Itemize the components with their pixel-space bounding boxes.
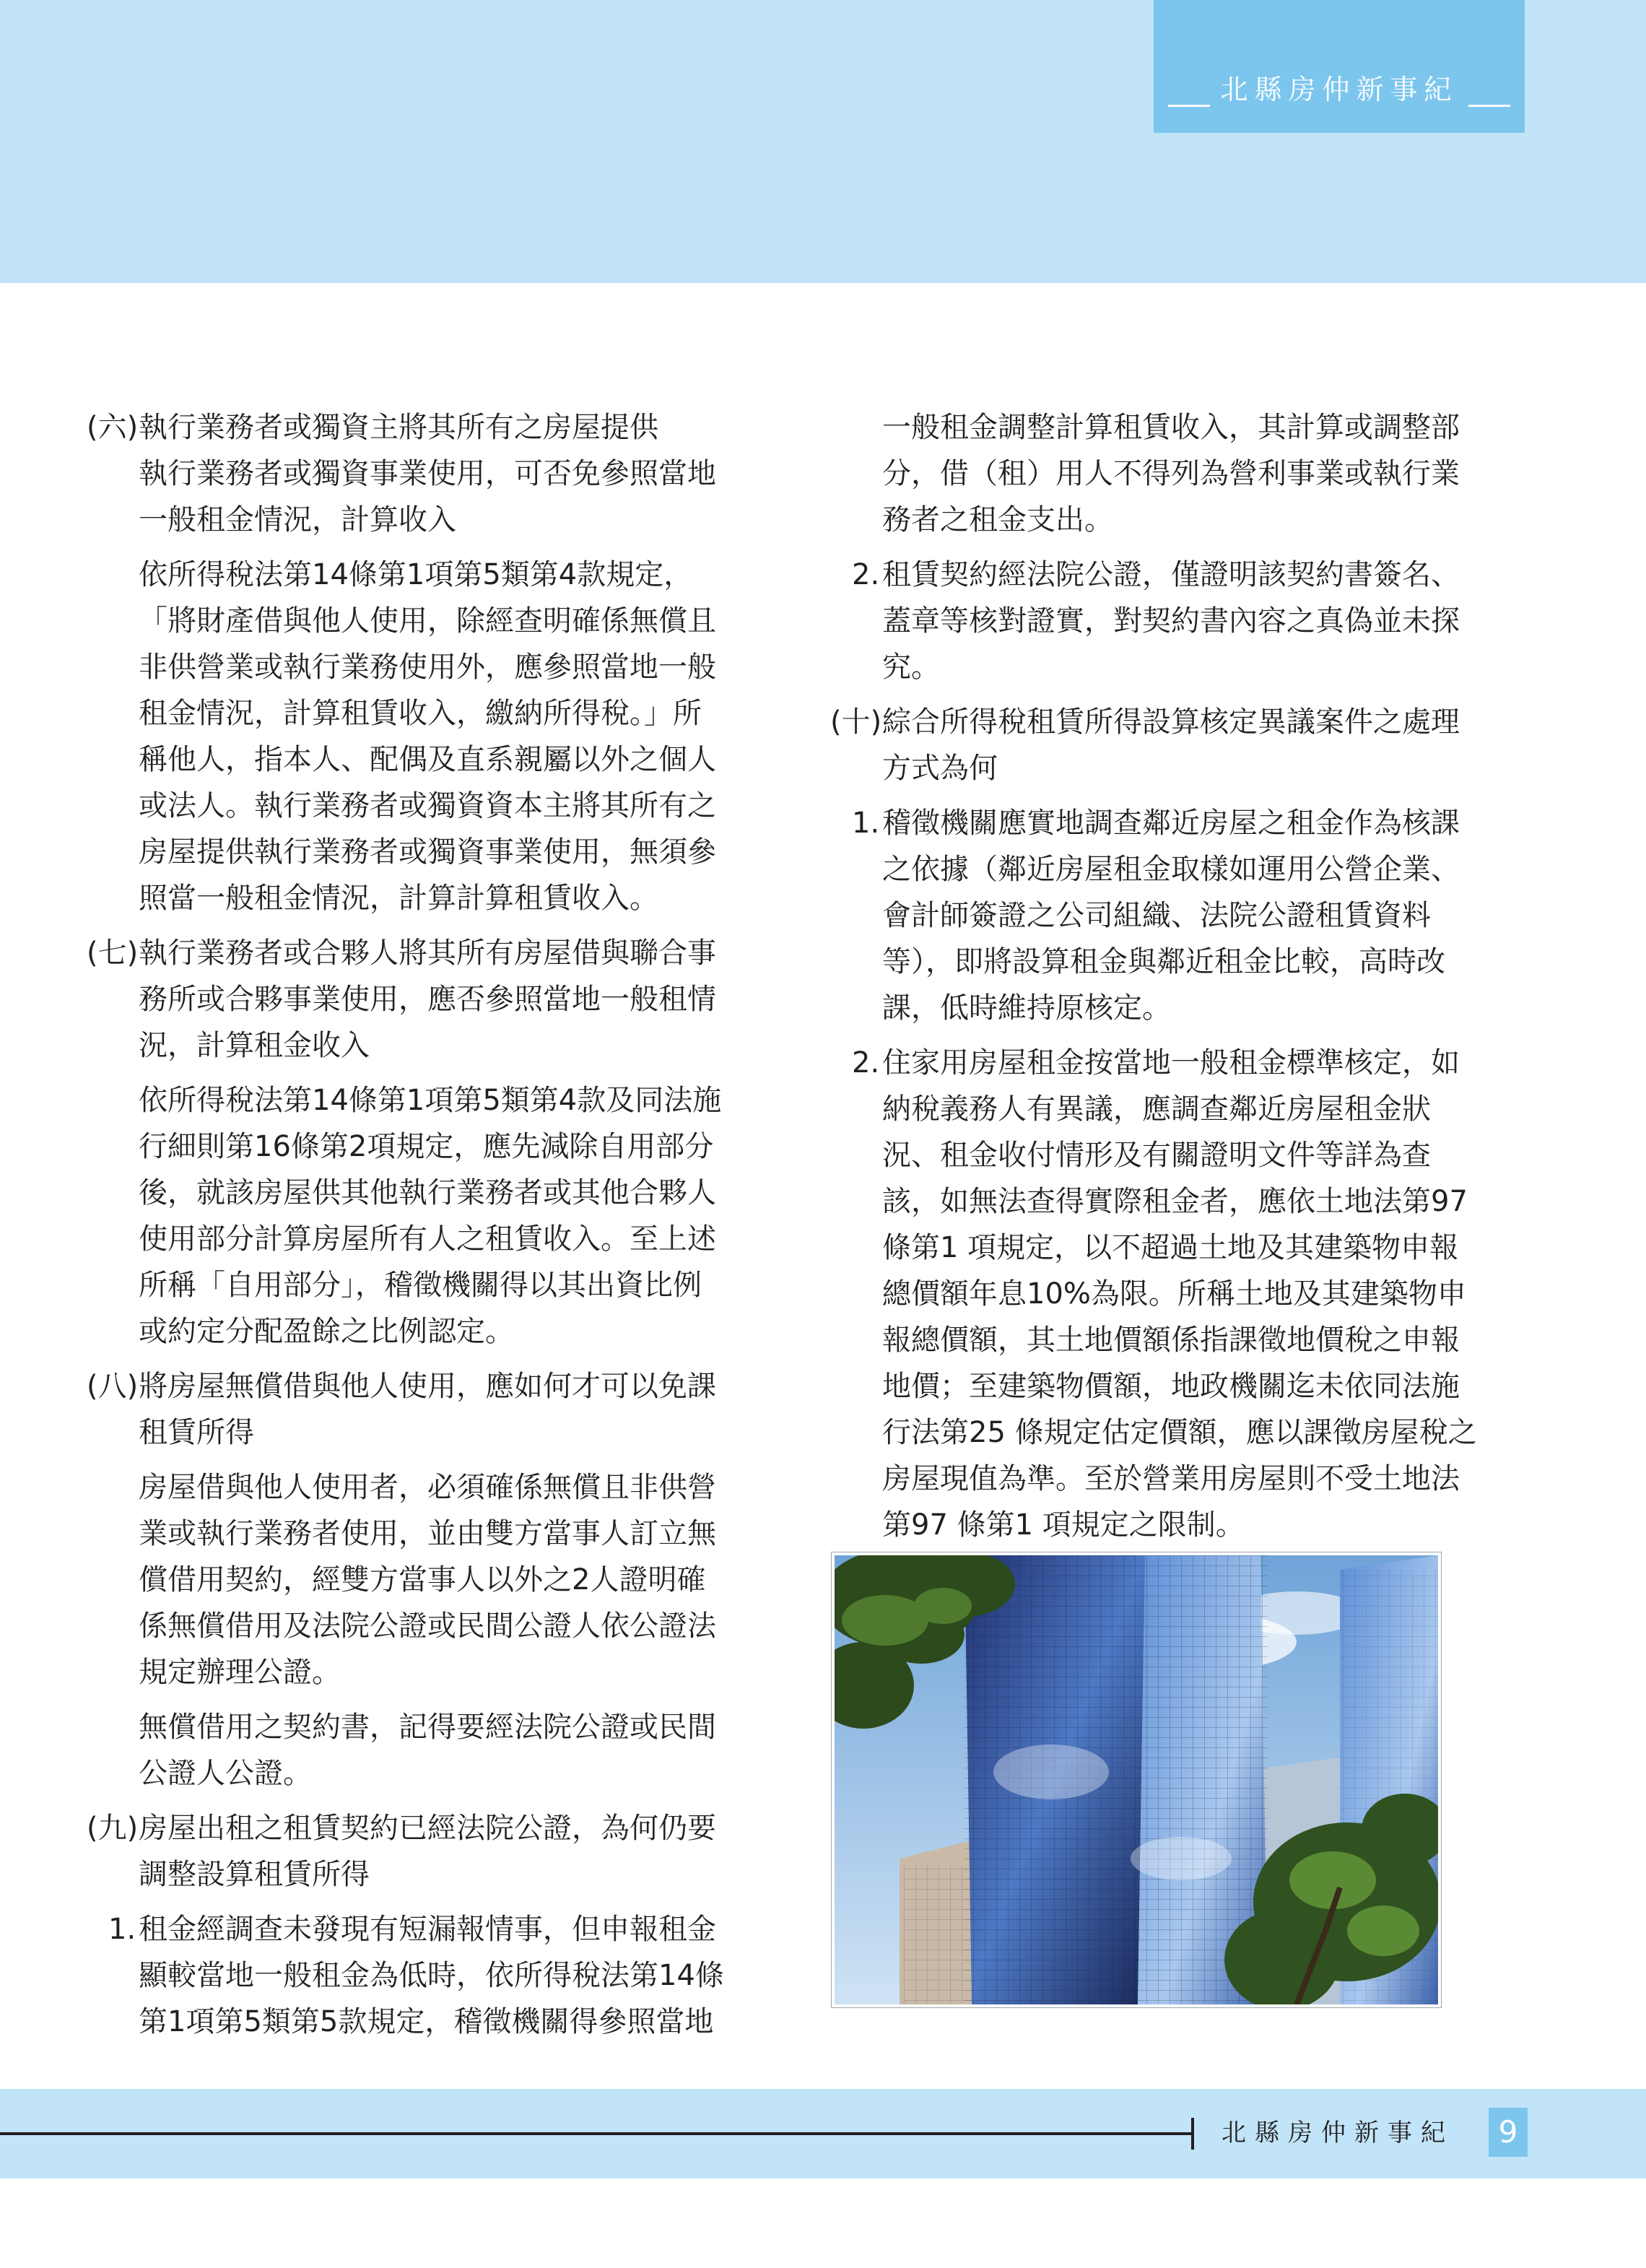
text-line: 之依據（鄰近房屋租金取樣如運用公營企業、 — [882, 853, 1460, 886]
text-line: 依所得稅法第14條第1項第5類第4款規定， — [139, 558, 693, 591]
text-line: 地價；至建築物價額，地政機關迄未依同法施 — [882, 1370, 1460, 1403]
section-8-marker: (八) — [87, 1370, 139, 1403]
header-dash-right — [1468, 105, 1510, 107]
text-line: 納稅義務人有異議，應調查鄰近房屋租金狀 — [882, 1092, 1431, 1126]
text-line: 或法人。執行業務者或獨資資本主將其所有之 — [139, 789, 716, 822]
item-marker: 2. — [852, 558, 880, 591]
text-line: 房屋出租之租賃契約已經法院公證，為何仍要 — [139, 1812, 716, 1845]
right-column — [830, 404, 1494, 1548]
text-line: 後，就該房屋供其他執行業務者或其他合夥人 — [139, 1176, 716, 1209]
text-line: 一般租金調整計算租賃收入，其計算或調整部 — [882, 411, 1460, 444]
text-line: 租賃所得 — [139, 1416, 254, 1449]
text-line: 總價額年息10%為限。所稱土地及其建築物申 — [882, 1277, 1466, 1311]
section-9-item-1-continued — [830, 404, 1494, 543]
text-line: 條第1 項規定，以不超過土地及其建築物申報 — [882, 1231, 1459, 1264]
text-line: 房屋借與他人使用者，必須確係無償且非供營 — [139, 1471, 716, 1504]
text-line: 租金情況，計算租賃收入，繳納所得稅。」所 — [139, 697, 702, 730]
section-6-marker: (六) — [87, 411, 139, 444]
left-column — [87, 404, 758, 2045]
text-line: 稽徵機關應實地調查鄰近房屋之租金作為核課 — [882, 807, 1460, 840]
text-line: 依所得稅法第14條第1項第5類第4款及同法施 — [139, 1084, 722, 1117]
text-line: 規定辦理公證。 — [139, 1656, 341, 1689]
header-dash-left — [1168, 105, 1210, 107]
text-line: 分，借（租）用人不得列為營利事業或執行業 — [882, 457, 1460, 490]
section-10-item-1 — [830, 800, 1494, 1031]
text-line: 行法第25 條規定估定價額，應以課徵房屋稅之 — [882, 1416, 1477, 1449]
text-line: 業或執行業務者使用，並由雙方當事人訂立無 — [139, 1517, 716, 1550]
section-9-marker: (九) — [87, 1812, 139, 1845]
text-line: 調整設算租賃所得 — [139, 1858, 370, 1891]
section-9-item-2 — [830, 552, 1494, 690]
footer-rule — [0, 2132, 1193, 2135]
text-line: 該，如無法查得實際租金者，應依土地法第97 — [882, 1185, 1468, 1218]
text-line: 房屋提供執行業務者或獨資事業使用，無須參 — [139, 835, 716, 869]
item-marker: 1. — [108, 1913, 136, 1946]
page-number: 9 — [1489, 2108, 1528, 2157]
text-line: 執行業務者或獨資事業使用，可否免參照當地 — [139, 457, 716, 490]
text-line: 償借用契約，經雙方當事人以外之2人證明確 — [139, 1563, 706, 1596]
text-line: 照當一般租金情況，計算計算租賃收入。 — [139, 882, 658, 915]
section-9-item-1 — [87, 1906, 758, 2045]
text-line: 行細則第16條第2項規定，應先減除自用部分 — [139, 1130, 714, 1163]
text-line: 會計師簽證之公司組織、法院公證租賃資料 — [882, 899, 1431, 932]
text-line: 執行業務者或獨資主將其所有之房屋提供 — [139, 411, 658, 444]
text-line: 執行業務者或合夥人將其所有房屋借與聯合事 — [139, 937, 716, 970]
text-line: 務者之租金支出。 — [882, 503, 1113, 536]
text-line: 將房屋無償借與他人使用，應如何才可以免課 — [139, 1370, 716, 1403]
section-10-marker: (十) — [830, 705, 882, 739]
text-line: 公證人公證。 — [139, 1757, 312, 1790]
text-line: 住家用房屋租金按當地一般租金標準核定，如 — [882, 1046, 1460, 1079]
item-marker: 1. — [852, 807, 880, 840]
section-10-item-2 — [830, 1040, 1494, 1548]
text-line: 顯較當地一般租金為低時，依所得稅法第14條 — [139, 1959, 724, 1992]
text-line: 務所或合夥事業使用，應否參照當地一般租情 — [139, 983, 716, 1016]
text-line: 「將財產借與他人使用，除經查明確係無償且 — [139, 604, 716, 638]
text-line: 課，低時維持原核定。 — [882, 991, 1171, 1025]
text-line: 況、租金收付情形及有關證明文件等詳為查 — [882, 1139, 1431, 1172]
text-line: 或約定分配盈餘之比例認定。 — [139, 1315, 514, 1348]
skyscraper-photo — [832, 1552, 1441, 2007]
text-line: 使用部分計算房屋所有人之租賃收入。至上述 — [139, 1222, 716, 1256]
section-10-heading — [830, 699, 1494, 791]
item-marker: 2. — [852, 1046, 880, 1079]
text-line: 房屋現值為準。至於營業用房屋則不受土地法 — [882, 1462, 1460, 1495]
footer-tick — [1191, 2118, 1194, 2150]
text-line: 綜合所得稅租賃所得設算核定異議案件之處理 — [882, 705, 1460, 739]
text-line: 方式為何 — [882, 752, 998, 785]
text-line: 究。 — [882, 651, 940, 684]
section-7-heading — [87, 930, 758, 1069]
text-line: 等），即將設算租金與鄰近租金比較，高時改 — [882, 945, 1445, 978]
text-line: 第97 條第1 項規定之限制。 — [882, 1508, 1245, 1542]
header-tab — [1154, 0, 1525, 133]
section-8-body-2 — [87, 1704, 758, 1796]
section-6-heading — [87, 404, 758, 543]
text-line: 租金經調查未發現有短漏報情事，但申報租金 — [139, 1913, 716, 1946]
text-line: 係無償借用及法院公證或民間公證人依公證法 — [139, 1609, 716, 1643]
section-9-heading — [87, 1805, 758, 1898]
text-line: 租賃契約經法院公證，僅證明該契約書簽名、 — [882, 558, 1460, 591]
section-8-body — [87, 1464, 758, 1695]
text-line: 所稱「自用部分」，稽徵機關得以其出資比例 — [139, 1269, 702, 1302]
glass-skyscraper-photo — [835, 1555, 1438, 2004]
text-line: 報總價額，其土地價額係指課徵地價稅之申報 — [882, 1324, 1460, 1357]
footer-title: 北縣房仲新事紀 — [1222, 2119, 1454, 2147]
text-line: 蓋章等核對證實，對契約書內容之真偽並未探 — [882, 604, 1460, 638]
text-line: 無償借用之契約書，記得要經法院公證或民間 — [139, 1711, 716, 1744]
section-7-body — [87, 1077, 758, 1355]
text-line: 一般租金情況，計算收入 — [139, 503, 456, 536]
text-line: 非供營業或執行業務使用外，應參照當地一般 — [139, 651, 716, 684]
header-title: 北縣房仲新事紀 — [1220, 74, 1458, 105]
section-7-marker: (七) — [87, 937, 139, 970]
section-6-body — [87, 552, 758, 921]
text-line: 稱他人，指本人、配偶及直系親屬以外之個人 — [139, 743, 716, 776]
section-8-heading — [87, 1363, 758, 1456]
text-line: 第1項第5類第5款規定，稽徵機關得參照當地 — [139, 2005, 714, 2038]
text-line: 況，計算租金收入 — [139, 1029, 370, 1062]
